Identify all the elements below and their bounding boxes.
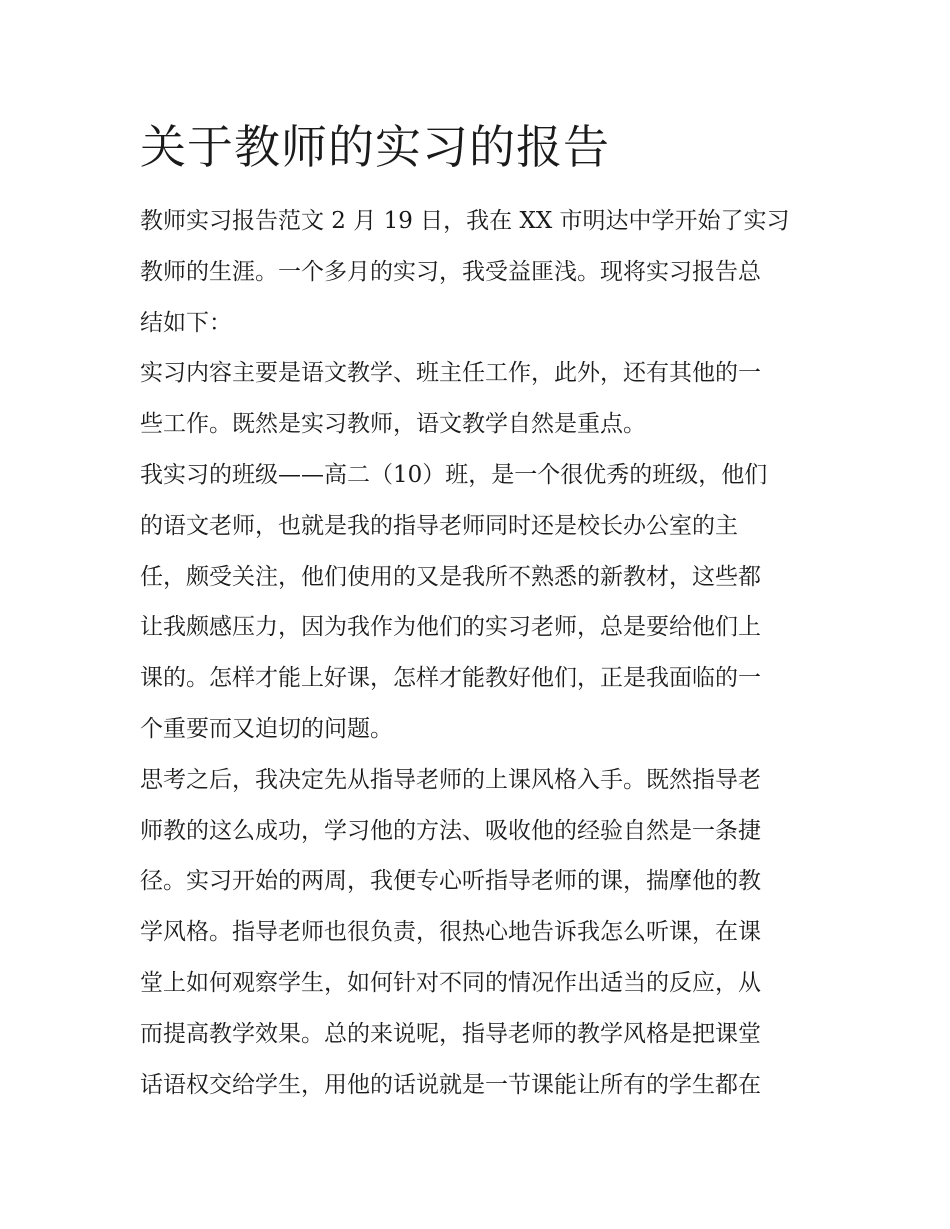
paragraph-1: [140, 196, 815, 348]
document-body: [140, 118, 815, 1110]
document-title: 关于教师的实习的报告: [140, 120, 610, 174]
text-line: 思考之后，我决定先从指导老师的上课风格入手。既然指导老: [140, 766, 761, 793]
text-line: 教师的生涯。一个多月的实习，我受益匪浅。现将实习报告总: [140, 258, 761, 285]
text-line: 话语权交给学生，用他的话说就是一节课能让所有的学生都在: [140, 1071, 761, 1098]
text-line: 实习内容主要是语文教学、班主任工作，此外，还有其他的一: [140, 360, 761, 387]
paragraph-3: [140, 450, 815, 755]
text-line: 结如下：: [140, 309, 232, 336]
text-line: 学风格。指导老师也很负责，很热心地告诉我怎么听课，在课: [140, 919, 761, 946]
paragraph-2: [140, 348, 815, 450]
text-line: 教师实习报告范文 2 月 19 日，我在 XX 市明达中学开始了实习: [140, 208, 790, 234]
text-line: 任，颇受关注，他们使用的又是我所不熟悉的新教材，这些都: [140, 563, 761, 590]
text-line: 些工作。既然是实习教师，语文教学自然是重点。: [140, 411, 646, 438]
text-line: 的语文老师，也就是我的指导老师同时还是校长办公室的主: [140, 512, 738, 539]
paragraph-4: [140, 755, 815, 1111]
text-line: 个重要而又迫切的问题。: [140, 715, 393, 742]
text-line: 课的。怎样才能上好课，怎样才能教好他们，正是我面临的一: [140, 665, 761, 692]
text-line: 而提高教学效果。总的来说呢，指导老师的教学风格是把课堂: [140, 1020, 761, 1047]
text-line: 师教的这么成功，学习他的方法、吸收他的经验自然是一条捷: [140, 817, 761, 844]
text-line: 我实习的班级——高二（10）班，是一个很优秀的班级，他们: [140, 461, 768, 488]
text-line: 让我颇感压力，因为我作为他们的实习老师，总是要给他们上: [140, 614, 761, 641]
text-line: 堂上如何观察学生，如何针对不同的情况作出适当的反应，从: [140, 969, 761, 996]
text-line: 径。实习开始的两周，我便专心听指导老师的课，揣摩他的教: [140, 868, 761, 895]
